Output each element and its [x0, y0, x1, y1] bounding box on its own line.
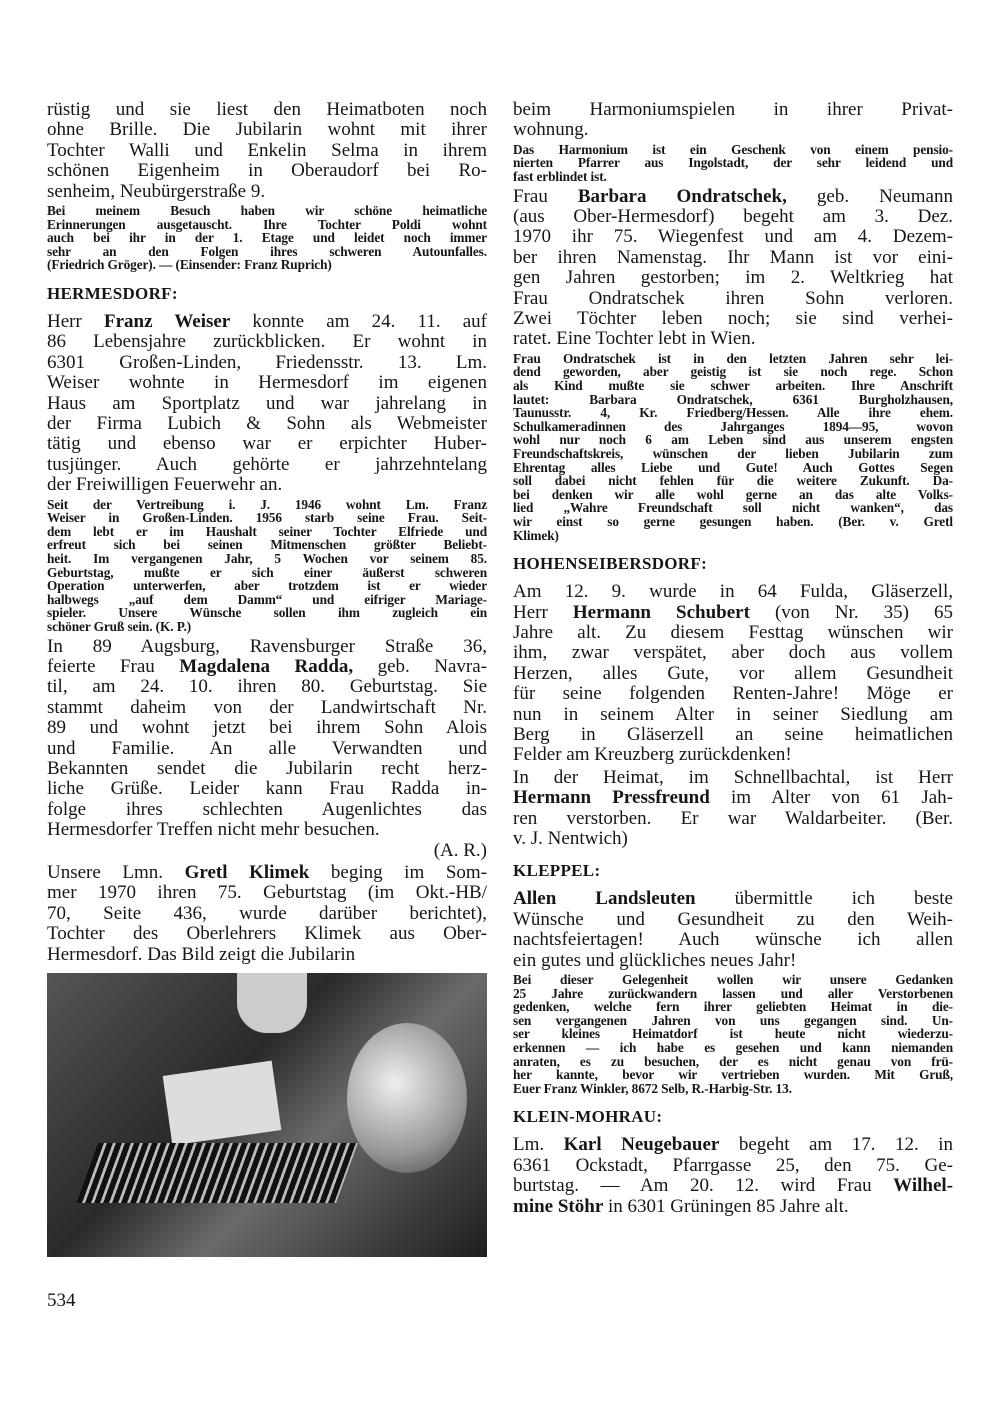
text-line: In 89 Augsburg, Ravensburger Straße 36, — [47, 635, 487, 657]
text-line: sen vergangenen Jahren von uns gegangen sind. Un- — [513, 1012, 953, 1028]
section-heading-klein-mohrau: KLEIN-MOHRAU: — [513, 1107, 663, 1127]
text-line: Am 12. 9. wurde in 64 Fulda, Gläserzell, — [513, 581, 953, 603]
text-line: Frau Ondratschek ihren Sohn verloren. — [513, 287, 953, 309]
text-line: 89 und wohnt jetzt bei ihrem Sohn Alois — [47, 717, 487, 739]
bold-name: Franz Weiser — [103, 311, 231, 332]
paragraph — [513, 1135, 953, 1217]
text-line: ohne Brille. Die Jubilarin wohnt mit ihrer — [47, 119, 487, 141]
bold-name: Barbara Ondratschek, — [577, 185, 787, 207]
bold-name: Hermann Schubert — [572, 601, 750, 623]
text-line: auch bei ihr in der 1. Etage und leidet noch immer — [47, 230, 487, 246]
text-line: für seine folgenden Renten-Jahre! Möge er — [513, 683, 953, 705]
text-line: Seit der Vertreibung i. J. 1946 wohnt Lm. Franz — [47, 496, 487, 512]
text-line: Erinnerungen ausgetauscht. Ihre Tochter Poldi wohnt — [47, 216, 487, 232]
text-line: gedenken, welche fern ihrer geliebten Heimat in die- — [513, 999, 953, 1015]
text-line: lied „Wahre Freundschaft soll nicht wanken“, das — [513, 500, 953, 516]
text-line: ein gutes und glückliches neues Jahr! — [513, 949, 797, 971]
text-line: der Firma Lubich & Sohn als Webmeister — [47, 413, 487, 435]
text-line: bei denken wir alle wohl gerne an das alte Volks- — [513, 486, 953, 502]
text-line: Zwei Töchter leben noch; sie sind verhei- — [513, 308, 953, 330]
text-line: wir einst so gerne gesungen haben. (Ber. v. Gretl — [513, 513, 953, 529]
text-run: geb. Navra- — [353, 656, 487, 677]
text-line: liche Grüße. Leider kann Frau Radda in- — [47, 778, 487, 800]
small-paragraph — [513, 973, 953, 1095]
bold-name: Franz Winkler, — [543, 1080, 629, 1096]
text-line: lautet: Barbara Ondratschek, 6361 Burgholzhausen, — [513, 391, 953, 407]
paragraph — [513, 889, 953, 971]
text-line: dem lebt er im Haushalt seiner Tochter Elfriede und — [47, 523, 487, 539]
text-line — [47, 863, 487, 883]
text-line: tusjünger. Auch gehörte er jahrzehntelang — [47, 453, 487, 475]
text-line: stammt daheim von der Landwirtschaft Nr. — [47, 696, 487, 718]
text-line: nachtsfeiertagen! Auch wünsche ich allen — [513, 929, 953, 951]
text-line: Operation unterwerfen, aber trotzdem ist er wieder — [47, 578, 487, 594]
section-heading-hohenseibersdorf: HOHENSEIBERSDORF: — [513, 554, 708, 574]
text-line: anraten, es zu besuchen, der es nicht genau von frü- — [513, 1053, 953, 1069]
text-run: im Alter von 61 Jah- — [709, 787, 953, 809]
text-run: (von Nr. 35) 65 — [749, 601, 953, 623]
bold-name: Magdalena Radda, — [179, 656, 354, 677]
text-line: (Friedrich Gröger). — (Einsender: Franz Ruprich) — [47, 257, 332, 273]
text-run: beging im Som- — [309, 862, 487, 884]
paragraph — [513, 582, 953, 766]
text-line: wohl nur noch 6 am Leben sind aus unserem engsten — [513, 432, 953, 448]
paragraph — [513, 100, 953, 141]
text-run: 8672 Selb, R.-Harbig-Str. 13. — [628, 1080, 792, 1096]
text-line: Berg in Gläserzell an seine heimatlichen — [513, 724, 953, 745]
text-run: Lm. — [513, 1134, 564, 1156]
text-line: erfreut sich bei seinen Mitmenschen größter Beliebt- — [47, 537, 487, 553]
text-line: Weiser wohnte in Hermesdorf im eigenen — [47, 372, 487, 394]
bold-name: Wilhel- — [893, 1175, 953, 1197]
text-line — [513, 603, 953, 623]
text-line — [513, 788, 953, 808]
text-line: 25 Jahre zurückwandern lassen und aller Verstorbenen — [513, 985, 953, 1001]
paragraph — [47, 100, 487, 202]
paragraph — [47, 863, 487, 965]
text-line: folge ihres schlechten Augenlichtes das — [47, 798, 487, 820]
small-paragraph — [513, 352, 953, 542]
text-run: geb. Neumann — [786, 185, 953, 207]
bold-name: mine Stöhr — [513, 1195, 604, 1217]
text-line: sehr an den Folgen ihres schweren Autounfalles. — [47, 243, 487, 259]
text-line — [513, 1135, 953, 1155]
paragraph — [47, 312, 487, 496]
text-line — [513, 1197, 953, 1217]
section-heading-kleppel: KLEPPEL: — [513, 861, 601, 881]
text-run: Herr — [513, 601, 573, 623]
text-line: der Freiwilligen Feuerwehr an. — [47, 474, 283, 496]
text-line: Schulkameradinnen des Jahrganges 1894—95, wovon — [513, 418, 953, 434]
text-line: Haus am Sportplatz und war jahrelang in — [47, 392, 487, 414]
text-line: Herzen, alles Gute, vor allem Gesundheit — [513, 662, 953, 684]
paragraph — [513, 768, 953, 850]
text-line: und Familie. An alle Verwandten und — [47, 737, 487, 759]
text-run: übermittle ich beste — [695, 888, 953, 910]
text-line: Ehrentag alles Liebe und Gute! Auch Gottes Segen — [513, 459, 953, 475]
text-line: Jahre alt. Zu diesem Festtag wünschen wir — [513, 621, 953, 643]
text-line: Bei dieser Gelegenheit wollen wir unsere Gedanken — [513, 972, 953, 988]
text-line: erkennen — ich habe es gesehen und kann niemanden — [513, 1040, 953, 1056]
author-initials: (A. R.) — [433, 839, 487, 861]
text-line: Tochter des Oberlehrers Klimek aus Ober- — [47, 923, 487, 945]
bold-name: Karl Neugebauer — [563, 1134, 720, 1156]
text-line: 6361 Ockstadt, Pfarrgasse 25, den 75. Ge- — [513, 1154, 953, 1176]
text-line: ratet. Eine Tochter lebt in Wien. — [513, 328, 756, 350]
small-paragraph — [47, 498, 487, 634]
text-line: gen Jahren gestorben; im 2. Weltkrieg hat — [513, 267, 953, 289]
paragraph — [47, 637, 487, 841]
text-line: Taunusstr. 4, Kr. Friedberg/Hessen. Alle ihre ehem. — [513, 405, 953, 421]
text-line: schöner Gruß sein. (K. P.) — [47, 619, 192, 634]
text-line: ser kleines Heimatdorf ist heute nicht wiederzu- — [513, 1026, 953, 1042]
text-run: Herr — [47, 311, 104, 332]
text-line: In der Heimat, im Schnellbachtal, ist Herr — [513, 766, 953, 788]
text-line: Frau Ondratschek ist in den letzten Jahren sehr lei- — [513, 350, 953, 366]
bold-name: Allen Landsleuten — [513, 888, 696, 910]
text-line: schönen Eigenheim in Oberaudorf bei Ro- — [47, 160, 487, 182]
photo-sheet-music — [163, 1061, 282, 1146]
text-line: spieler. Unsere Wünsche sollen ihm zugleich ein — [47, 605, 487, 621]
section-heading-hermesdorf: HERMESDORF: — [47, 284, 178, 303]
text-run: burtstag. — Am 20. 12. wird Frau — [513, 1175, 894, 1197]
text-line: Hermesdorf. Das Bild zeigt die Jubilarin — [47, 943, 356, 965]
photo-jubilarin-harmonium — [47, 973, 487, 1257]
bold-name: Hermann Pressfreund — [513, 787, 710, 809]
text-line: Wünsche und Gesundheit zu den Weih- — [513, 908, 953, 930]
paragraph — [513, 187, 953, 350]
text-run: Unsere Lmn. — [47, 862, 185, 884]
small-paragraph — [47, 204, 487, 272]
text-line: Hermesdorfer Treffen nicht mehr besuchen. — [47, 819, 380, 841]
text-line: Geburtstag, mußte er sich einer äußerst schweren — [47, 564, 487, 580]
text-line: v. J. Nentwich) — [513, 828, 628, 850]
text-line — [513, 187, 953, 207]
text-run: konnte am 24. 11. auf — [230, 311, 487, 332]
text-line: als Kind mußte sie schwer arbeiten. Ihre Anschrift — [513, 378, 953, 394]
text-line: her kannte, bevor wir vertrieben wurden. Mit Gruß, — [513, 1067, 953, 1083]
text-line: Klimek) — [513, 527, 559, 543]
text-line: Freundschaftskreis, wünschen der lieben Jubilarin zum — [513, 446, 953, 461]
text-line: til, am 24. 10. ihren 80. Geburtstag. Sie — [47, 676, 487, 698]
text-line: 6301 Großen-Linden, Friedensstr. 13. Lm. — [47, 351, 487, 373]
text-line: 1970 ihr 75. Wiegenfest und am 4. Dezem- — [513, 226, 953, 248]
text-line: senheim, Neubürgerstraße 9. — [47, 180, 266, 202]
right-column — [513, 100, 953, 1219]
bold-name: Gretl Klimek — [184, 862, 310, 884]
text-line — [513, 889, 953, 909]
photo-lamp — [237, 973, 307, 1033]
text-run: Frau — [513, 185, 578, 207]
text-line: Das Harmonium ist ein Geschenk von einem pensio- — [513, 141, 953, 157]
text-run: Euer — [513, 1080, 544, 1096]
text-line: 86 Lebensjahre zurückblicken. Er wohnt in — [47, 331, 487, 353]
text-line: wohnung. — [513, 119, 589, 141]
text-run: feierte Frau — [47, 656, 180, 677]
text-line: ihm, zwar verspätet, aber doch aus vollem — [513, 642, 953, 664]
text-line — [513, 1176, 953, 1196]
text-line: (aus Ober-Hermesdorf) begeht am 3. Dez. — [513, 206, 953, 227]
left-column — [47, 100, 487, 1257]
text-line: Bekannten sendet die Jubilarin recht herz- — [47, 758, 487, 780]
text-line: ren verstorben. Er war Waldarbeiter. (Ber. — [513, 807, 953, 829]
small-paragraph — [513, 143, 953, 184]
text-line: nun in seinem Alter in seiner Siedlung am — [513, 703, 953, 725]
text-line: Tochter Walli und Enkelin Selma in ihrem — [47, 139, 487, 161]
text-line: Felder am Kreuzberg zurückdenken! — [513, 744, 792, 766]
text-line: nierten Pfarrer aus Ingolstadt, der sehr leidend und — [513, 155, 953, 171]
text-line — [47, 312, 487, 332]
text-line: mer 1970 ihren 75. Geburtstag (im Okt.-HB/ — [47, 882, 487, 904]
text-line: dend geworden, aber geistig ist sie noch rege. Schon — [513, 364, 953, 380]
text-run: begeht am 17. 12. in — [719, 1134, 953, 1156]
photo-keyboard — [76, 1143, 358, 1203]
text-line: halbwegs „auf dem Damm“ und eifriger Mariage- — [47, 591, 487, 607]
text-line: heit. Im vergangenen Jahr, 5 Wochen vor seinem 85. — [47, 551, 487, 567]
text-line: Weiser in Großen-Linden. 1956 starb seine Frau. Seit- — [47, 510, 487, 526]
text-line: beim Harmoniumspielen in ihrer Privat- — [513, 99, 953, 120]
text-line: ber ihren Namenstag. Ihr Mann ist vor eini- — [513, 246, 953, 268]
text-line — [513, 1082, 953, 1096]
text-run: in 6301 Grüningen 85 Jahre alt. — [603, 1195, 849, 1217]
text-line: Bei meinem Besuch haben wir schöne heimatliche — [47, 203, 487, 219]
page-number: 534 — [47, 1290, 76, 1311]
photo-woman — [347, 1023, 467, 1173]
text-line: fast erblindet ist. — [513, 169, 607, 184]
text-line — [47, 657, 487, 677]
text-line: soll dabei nicht fehlen für die weitere Zukunft. Da- — [513, 473, 953, 489]
text-line: tätig und ebenso war er erpichter Huber- — [47, 433, 487, 455]
text-line: 70, Seite 436, wurde darüber berichtet), — [47, 902, 487, 924]
text-line: rüstig und sie liest den Heimatboten noch — [47, 99, 487, 120]
